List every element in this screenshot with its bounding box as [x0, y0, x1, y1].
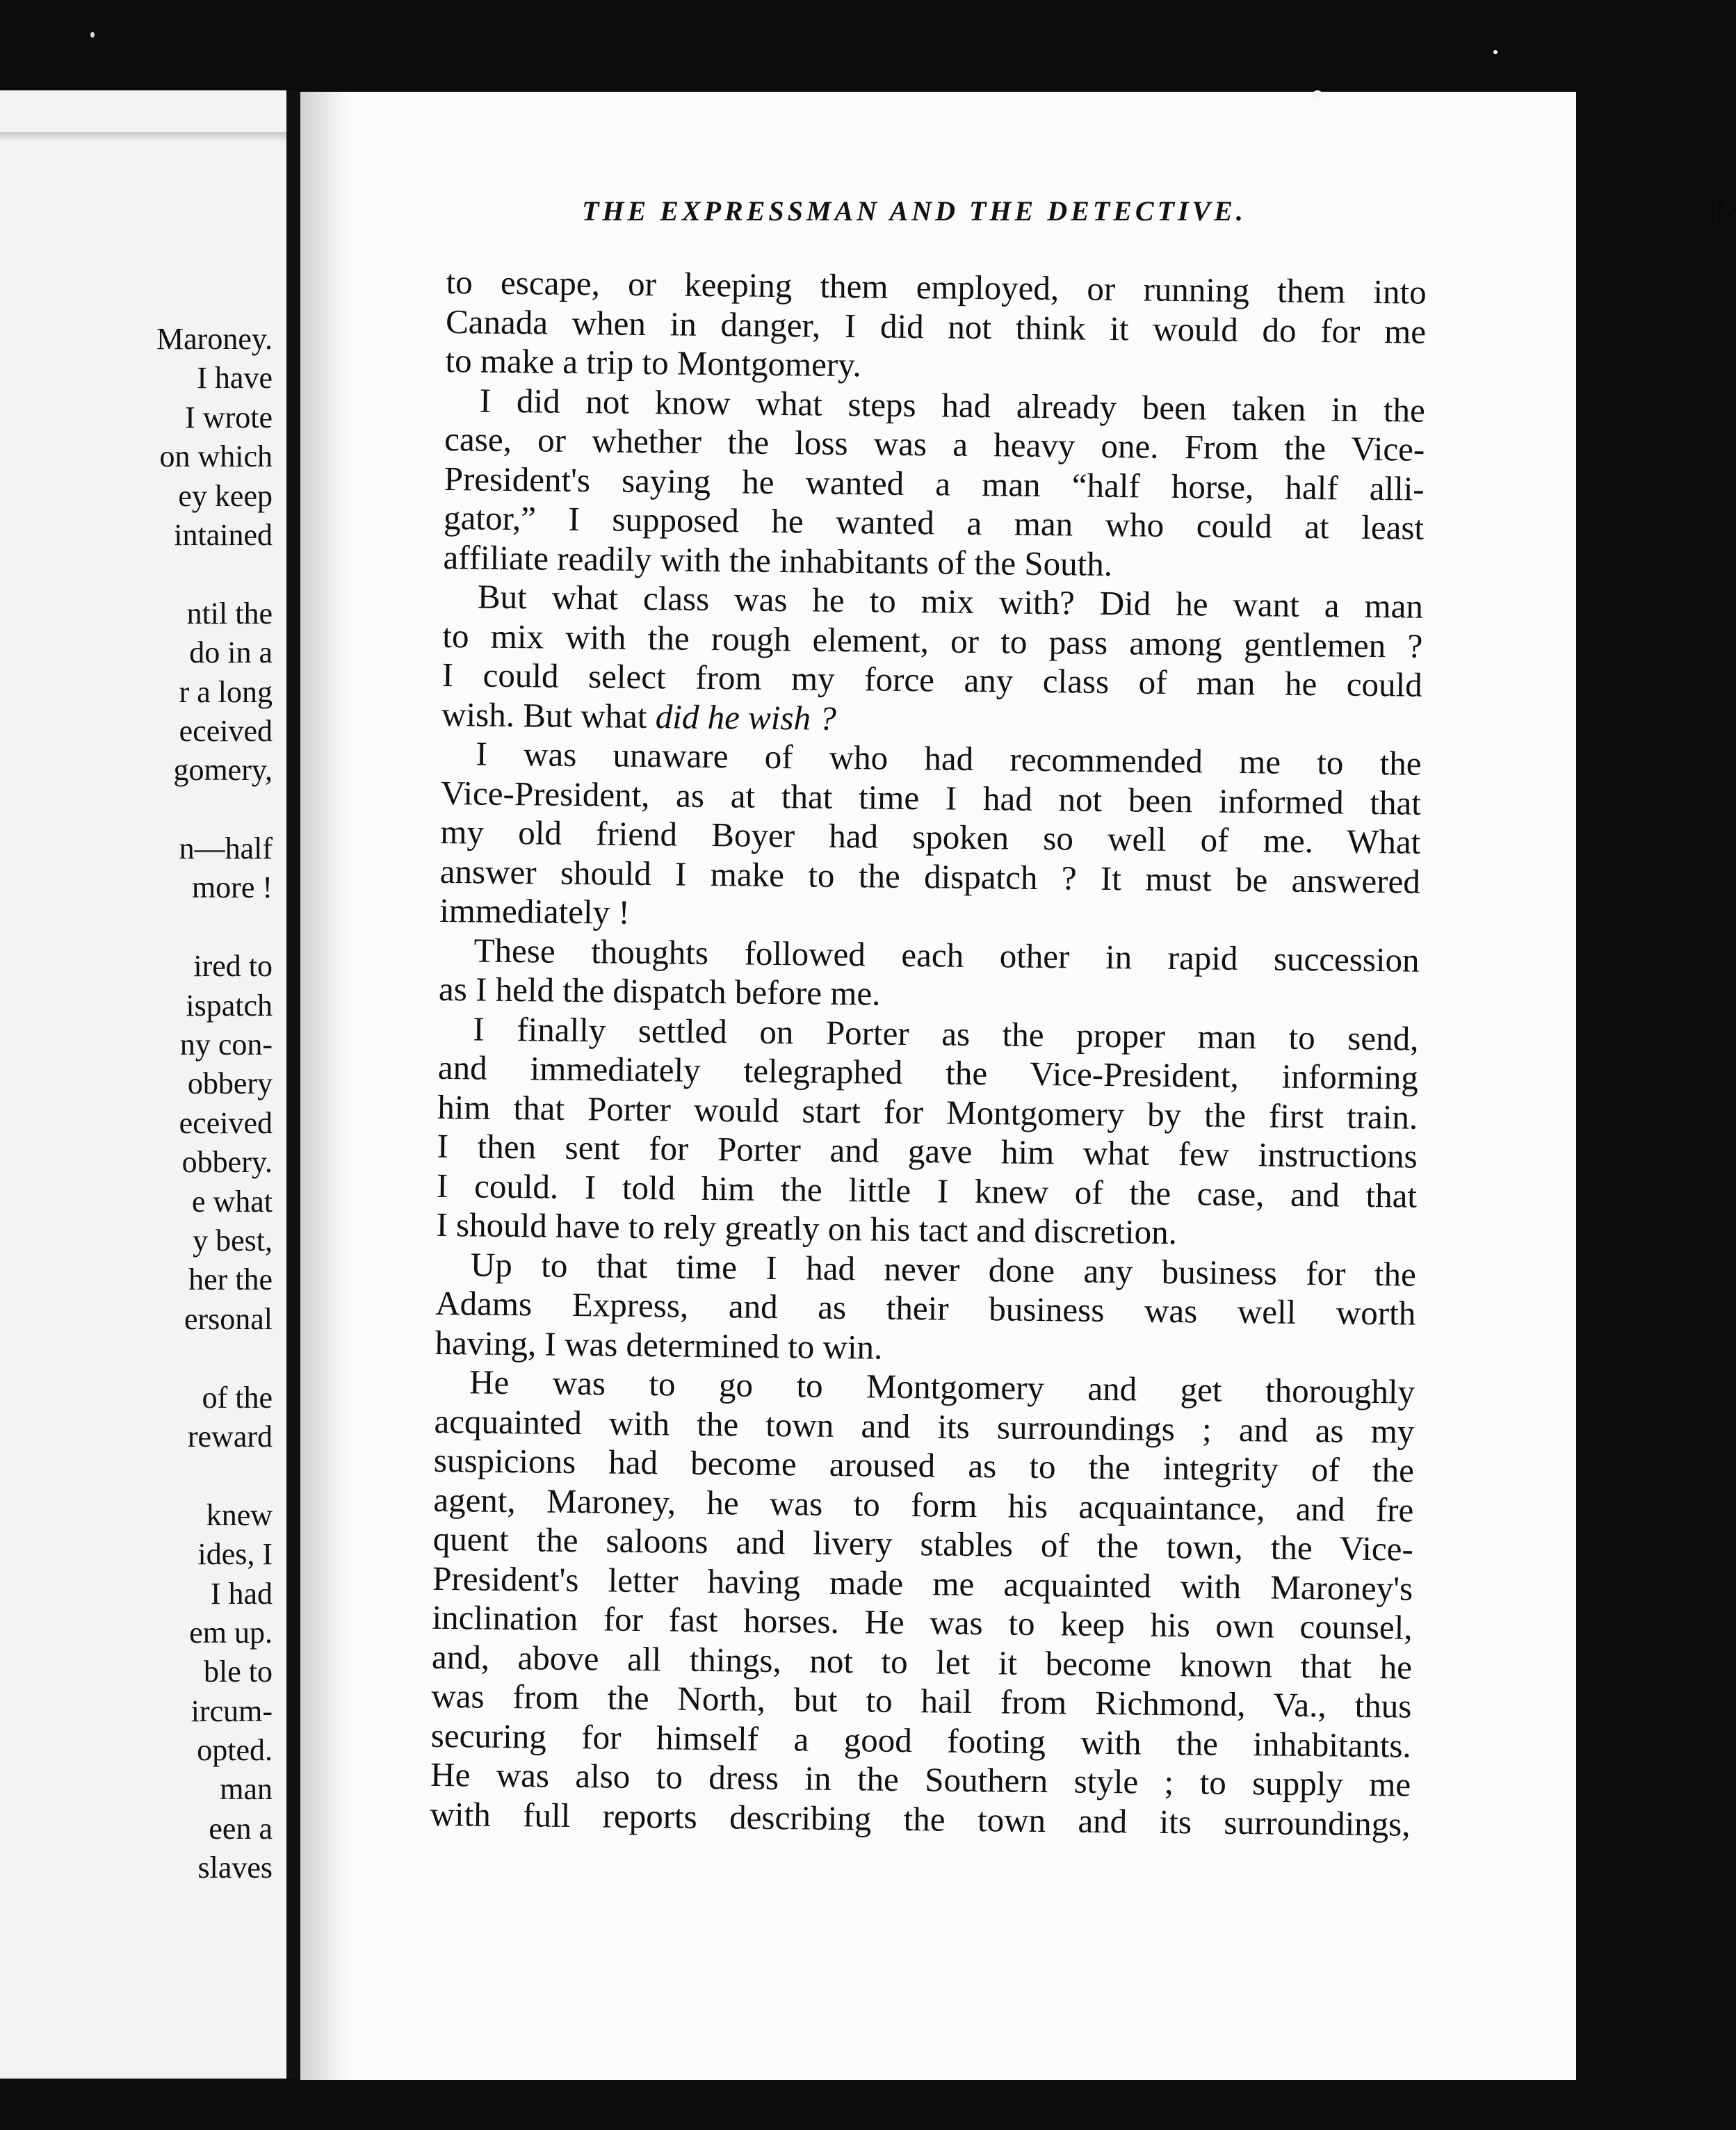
- text-line-content: immediately !: [439, 891, 631, 932]
- text-line-content: acquainted with the town and its surroundings ; and as my: [434, 1401, 1415, 1451]
- facing-page-line: gomery,: [173, 753, 273, 788]
- text-line-content: He was also to dress in the Southern style ; to supply me: [430, 1755, 1411, 1804]
- text-line-content: suspicions had become aroused as to the integrity of the: [433, 1440, 1415, 1490]
- facing-page-line: intained: [174, 517, 273, 552]
- facing-page-line: ircum-: [190, 1693, 273, 1728]
- facing-page-line: [0, 1339, 273, 1378]
- text-line-content: was from the North, but to hail from Richmond, Va., thus: [431, 1676, 1412, 1725]
- facing-page-line: ired to: [193, 949, 273, 984]
- facing-page-line: [0, 1456, 273, 1495]
- text-line-content: to escape, or keeping them employed, or running them into: [446, 263, 1427, 311]
- facing-page-line: ispatch: [186, 988, 273, 1023]
- facing-page-line: [0, 908, 273, 947]
- running-head: [582, 195, 1736, 227]
- text-line-content: I was unaware of who had recommended me to the: [476, 734, 1422, 783]
- facing-page-line: n—half: [179, 831, 273, 866]
- text-line-content: securing for himself a good footing with the inhabitants.: [430, 1716, 1412, 1765]
- scan-speck: [1313, 90, 1322, 99]
- book-gutter: [286, 90, 300, 2079]
- text-line-content: Canada when in danger, I did not think it would do for me: [445, 302, 1427, 351]
- facing-page-line: slaves: [197, 1851, 273, 1885]
- facing-page-line: her the: [188, 1262, 273, 1297]
- facing-page-line: ides, I: [197, 1537, 273, 1572]
- facing-page-line: I have: [197, 361, 273, 396]
- text-line-content: I did not know what steps had already been taken in the: [479, 381, 1426, 430]
- facing-page-line: I wrote: [185, 400, 273, 434]
- facing-page-line: more !: [191, 870, 273, 905]
- facing-page-line: on which: [159, 439, 273, 474]
- scan-speck: [1493, 50, 1498, 54]
- text-line-content: my old friend Boyer had spoken so well of me. What: [440, 812, 1421, 861]
- text-line-content: affiliate readily with the inhabitants of the South.: [443, 537, 1113, 583]
- facing-page-line: een a: [209, 1811, 273, 1846]
- text-line-content: I then sent for Porter and gave him what few instructions: [437, 1126, 1418, 1176]
- facing-page-line: eceived: [179, 713, 273, 748]
- scan-speck: [90, 32, 95, 38]
- text-line-content: to make a trip to Montgomery.: [445, 341, 862, 384]
- facing-page-line: ntil the: [186, 596, 273, 631]
- facing-page-line: eceived: [179, 1105, 273, 1140]
- facing-page-line: ble to: [204, 1655, 273, 1689]
- facing-page-line: e what: [191, 1184, 273, 1219]
- text-line-content: But what class was he to mix with? Did he want a man: [477, 577, 1424, 626]
- text-line-content: with full reports describing the town and its surroundings,: [430, 1794, 1411, 1844]
- text-line-content: Up to that time I had never done any business for the: [470, 1244, 1417, 1294]
- facing-page-left: [0, 90, 286, 2079]
- text-line-content: agent, Maroney, he was to form his acquaintance, and fre: [433, 1480, 1414, 1529]
- facing-page-line: em up.: [189, 1615, 273, 1650]
- facing-page-line: I had: [210, 1576, 273, 1611]
- text-line-content: answer should I make to the dispatch ? It must be answered: [439, 852, 1421, 901]
- text-line-content: and, above all things, not to let it become known that he: [431, 1637, 1413, 1686]
- facing-page-line: ey keep: [178, 478, 273, 513]
- text-line-content: having, I was determined to win.: [435, 1323, 883, 1367]
- text-line-content: him that Porter would start for Montgomery by the first train.: [437, 1087, 1418, 1137]
- facing-page-line: [0, 790, 273, 829]
- text-line-content: President's saying he wanted a man “half horse, half alli-: [444, 459, 1425, 508]
- text-line-content: and immediately telegraphed the Vice-President, informing: [437, 1048, 1419, 1097]
- facing-page-line: opted.: [197, 1733, 273, 1768]
- facing-page-line: obbery.: [181, 1145, 273, 1180]
- facing-page-text: [0, 320, 273, 1888]
- page-edge-shadow: [0, 132, 286, 142]
- text-line-content: These thoughts followed each other in rapid succession: [473, 930, 1420, 979]
- text-line-content: as I held the dispatch before me.: [438, 969, 881, 1013]
- facing-page-line: ny con-: [179, 1027, 273, 1062]
- text-line-content: I could select from my force any class of man he could: [441, 655, 1423, 704]
- facing-page-line: [0, 555, 273, 594]
- fold-shadow: [300, 92, 349, 2080]
- text-line-content: Vice-President, as at that time I had not been informed that: [440, 773, 1422, 822]
- facing-page-line: ersonal: [184, 1301, 273, 1336]
- text-line-content: He was to go to Montgomery and get thoroughly: [469, 1363, 1415, 1411]
- text-line-content: I could. I told him the little I knew of the case, and that: [436, 1166, 1418, 1215]
- text-line-content: gator,” I supposed he wanted a man who could at least: [443, 498, 1425, 547]
- facing-page-line: y best,: [193, 1223, 273, 1258]
- body-text: [430, 263, 1427, 1844]
- text-line-content: President's letter having made me acquainted with Maroney's: [432, 1559, 1413, 1608]
- running-head-title: THE EXPRESSMAN AND THE DETECTIVE.: [582, 195, 1247, 227]
- facing-page-line: do in a: [189, 635, 273, 670]
- text-line-content: I should have to rely greatly on his tact and discretion.: [436, 1205, 1178, 1252]
- page-right: [300, 92, 1736, 2080]
- facing-page-line: of the: [202, 1380, 273, 1415]
- text-line-content: to mix with the rough element, or to pass among gentlemen ?: [442, 616, 1423, 665]
- text-line-content: wish. But what: [441, 694, 656, 735]
- text-line-content: inclination for fast horses. He was to keep his own counsel,: [432, 1597, 1413, 1647]
- facing-page-line: man: [220, 1772, 273, 1807]
- facing-page-line: reward: [187, 1419, 273, 1454]
- facing-page-line: r a long: [179, 674, 273, 709]
- text-line-content: I finally settled on Porter as the proper man to send,: [473, 1009, 1419, 1058]
- italic-phrase: did he wish ?: [655, 697, 837, 738]
- text-line-content: case, or whether the loss was a heavy one. From the Vice-: [444, 419, 1425, 469]
- text-line-content: Adams Express, and as their business was well worth: [435, 1283, 1416, 1333]
- facing-page-line: knew: [206, 1497, 273, 1532]
- text-line-content: quent the saloons and livery stables of the town, the Vice-: [432, 1519, 1413, 1568]
- page-number: 15: [1708, 195, 1736, 227]
- facing-page-line: Maroney.: [156, 322, 273, 356]
- facing-page-line: obbery: [187, 1066, 273, 1101]
